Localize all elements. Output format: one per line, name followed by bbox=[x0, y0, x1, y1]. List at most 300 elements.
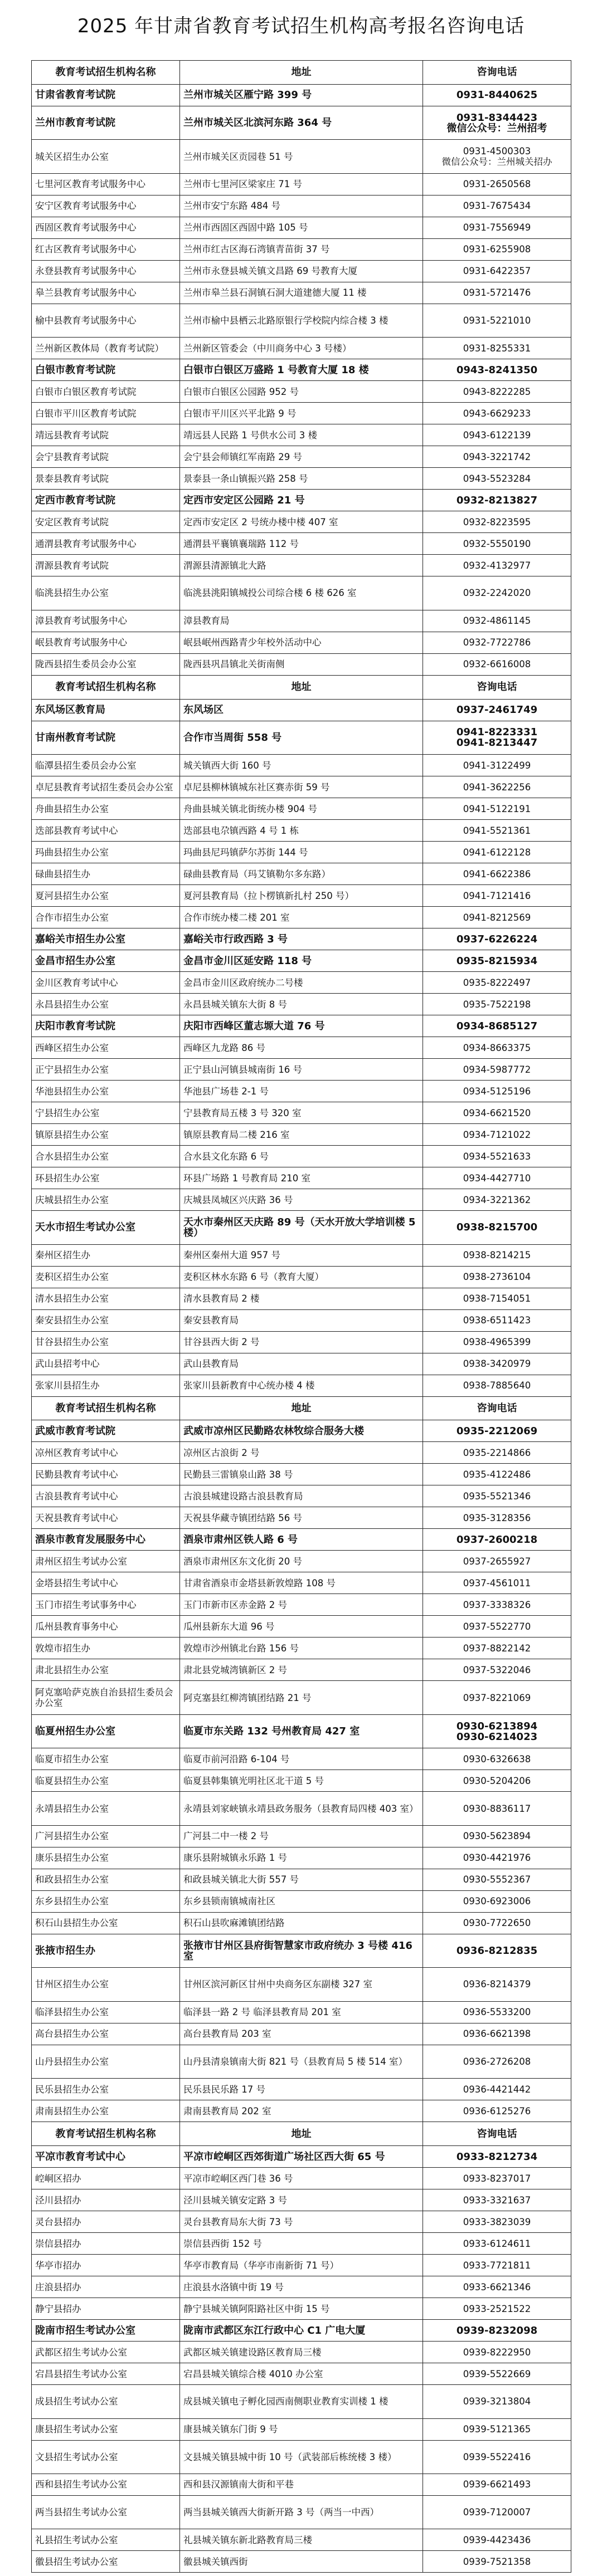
phone-cell: 0935-8222497 bbox=[423, 972, 571, 994]
phone-cell: 0941-3122499 bbox=[423, 755, 571, 776]
institution-name-cell: 成县招生考试办公室 bbox=[32, 2385, 180, 2418]
address-cell: 山丹县清泉镇南大街 821 号（县教育局 5 楼 514 室） bbox=[180, 2045, 423, 2079]
institution-name-cell: 临洮县招生办公室 bbox=[32, 576, 180, 610]
address-cell: 会宁县会师镇红军南路 29 号 bbox=[180, 446, 423, 468]
address-cell: 兰州市西固区西固中路 105 号 bbox=[180, 217, 423, 239]
table-row bbox=[32, 798, 571, 820]
institution-name-cell: 武威市教育考试院 bbox=[32, 1420, 180, 1442]
institution-name-cell: 静宁县招办 bbox=[32, 2298, 180, 2320]
table-row bbox=[32, 2441, 571, 2474]
phone-cell: 0937-2655927 bbox=[423, 1551, 571, 1572]
address-cell: 古浪县城建设路古浪县教育局 bbox=[180, 1485, 423, 1507]
table-row bbox=[32, 1442, 571, 1464]
column-header: 教育考试招生机构名称 bbox=[32, 61, 180, 85]
address-cell: 阿克塞县红柳湾镇团结路 21 号 bbox=[180, 1681, 423, 1714]
address-cell: 陇西县巩昌镇北关街南侧 bbox=[180, 654, 423, 676]
column-header: 教育考试招生机构名称 bbox=[32, 1397, 180, 1421]
phone-cell: 0941-5521361 bbox=[423, 820, 571, 842]
institution-name-cell: 文县招生考试办公室 bbox=[32, 2441, 180, 2474]
institution-name-cell: 渭源县教育考试院 bbox=[32, 555, 180, 576]
address-cell: 通渭县平襄镇襄瑞路 112 号 bbox=[180, 533, 423, 555]
institution-name-cell: 白银市平川区教育考试院 bbox=[32, 403, 180, 424]
table-row bbox=[32, 2529, 571, 2551]
institution-name-cell: 康县招生考试办公室 bbox=[32, 2419, 180, 2441]
phone-cell: 0937-4561011 bbox=[423, 1572, 571, 1594]
phone-cell: 0939-8222950 bbox=[423, 2342, 571, 2363]
address-cell: 卓尼县柳林镇城东社区赛赤街 59 号 bbox=[180, 776, 423, 798]
phone-cell: 0935-4122486 bbox=[423, 1464, 571, 1485]
column-header: 咨询电话 bbox=[423, 1397, 571, 1421]
phone-cell: 0934-8685127 bbox=[423, 1015, 571, 1037]
table-row bbox=[32, 972, 571, 994]
address-cell: 合水县文化东路 6 号 bbox=[180, 1146, 423, 1167]
address-cell: 高台县教育局 203 室 bbox=[180, 2023, 423, 2045]
phone-cell: 0937-8221069 bbox=[423, 1681, 571, 1714]
phone-cell: 0932-8223595 bbox=[423, 511, 571, 533]
phone-cell: 0933-8237017 bbox=[423, 2168, 571, 2189]
phone-cell: 0934-5521633 bbox=[423, 1146, 571, 1167]
address-cell: 兰州市皋兰县石洞镇石洞大道建德大厦 11 楼 bbox=[180, 282, 423, 304]
address-cell: 甘州区滨河新区甘州中央商务区东副楼 327 室 bbox=[180, 1968, 423, 2001]
table-row bbox=[32, 261, 571, 282]
institution-name-cell: 秦州区招生办 bbox=[32, 1245, 180, 1267]
table-row bbox=[32, 2045, 571, 2079]
address-cell: 东乡县锁南镇城南社区 bbox=[180, 1891, 423, 1913]
phone-cell: 0933-3321637 bbox=[423, 2189, 571, 2211]
phone-cell: 0938-2736104 bbox=[423, 1267, 571, 1288]
institution-name-cell: 民勤县教育考试中心 bbox=[32, 1464, 180, 1485]
phone-cell: 0930-6923006 bbox=[423, 1891, 571, 1913]
institution-name-cell: 肃州区招生考试办公室 bbox=[32, 1551, 180, 1572]
address-cell: 合作市当周街 558 号 bbox=[180, 721, 423, 755]
institution-name-cell: 庆城县招生办公室 bbox=[32, 1189, 180, 1211]
address-cell: 康乐县附城镇永乐路 1 号 bbox=[180, 1847, 423, 1869]
phone-cell: 0939-6621493 bbox=[423, 2474, 571, 2496]
table-row bbox=[32, 700, 571, 721]
phone-cell: 0941-6622386 bbox=[423, 863, 571, 885]
table-header-row bbox=[32, 2122, 571, 2146]
phone-cell: 0936-4421442 bbox=[423, 2079, 571, 2100]
institution-name-cell: 舟曲县招生办公室 bbox=[32, 798, 180, 820]
institution-name-cell: 陇西县招生委员会办公室 bbox=[32, 654, 180, 676]
phone-cell: 0943-5523284 bbox=[423, 468, 571, 490]
phone-cell: 0931-2650568 bbox=[423, 174, 571, 195]
table-header-row bbox=[32, 676, 571, 700]
institution-name-cell: 碌曲县招生办 bbox=[32, 863, 180, 885]
phone-cell: 0934-4427710 bbox=[423, 1167, 571, 1189]
address-cell: 广河县二中一楼 2 号 bbox=[180, 1826, 423, 1847]
table-row bbox=[32, 1869, 571, 1891]
address-cell: 宕昌县城关镇综合楼 4010 办公室 bbox=[180, 2363, 423, 2385]
table-row bbox=[32, 2342, 571, 2363]
table-row bbox=[32, 2551, 571, 2573]
address-cell: 白银市白银区公园路 952 号 bbox=[180, 381, 423, 403]
table-row bbox=[32, 195, 571, 217]
phone-cell: 0937-2461749 bbox=[423, 700, 571, 721]
address-cell: 灵台县教育局东大街 73 号 bbox=[180, 2211, 423, 2233]
phone-cell: 0943-6629233 bbox=[423, 403, 571, 424]
column-header: 咨询电话 bbox=[423, 61, 571, 85]
table-row bbox=[32, 820, 571, 842]
table-row bbox=[32, 2385, 571, 2418]
institution-name-cell: 华池县招生办公室 bbox=[32, 1081, 180, 1102]
institution-name-cell: 庆阳市教育考试院 bbox=[32, 1015, 180, 1037]
phone-cell: 0936-6125276 bbox=[423, 2100, 571, 2122]
phone-cell: 0943-6122139 bbox=[423, 424, 571, 446]
phone-cell: 0938-3420979 bbox=[423, 1353, 571, 1375]
table-row bbox=[32, 1891, 571, 1913]
institution-name-cell: 永登县教育考试服务中心 bbox=[32, 261, 180, 282]
address-cell: 兰州新区管委会（中川商务中心 3 号楼） bbox=[180, 338, 423, 359]
address-cell: 临夏市东关路 132 号州教育局 427 室 bbox=[180, 1715, 423, 1748]
phone-cell: 0933-8212734 bbox=[423, 2146, 571, 2168]
column-header: 地址 bbox=[180, 2122, 423, 2146]
institution-name-cell: 清水县招生办公室 bbox=[32, 1288, 180, 1310]
phone-cell: 0934-8663375 bbox=[423, 1037, 571, 1059]
institution-name-cell: 玛曲县招生办公室 bbox=[32, 842, 180, 863]
institution-name-cell: 和政县招生办公室 bbox=[32, 1869, 180, 1891]
phone-cell: 0933-6621346 bbox=[423, 2276, 571, 2298]
address-cell: 崇信县西街 152 号 bbox=[180, 2233, 423, 2255]
institution-name-cell: 甘肃省教育考试院 bbox=[32, 85, 180, 106]
table-row bbox=[32, 1529, 571, 1551]
table-row bbox=[32, 359, 571, 381]
table-row bbox=[32, 1913, 571, 1934]
table-row bbox=[32, 2168, 571, 2189]
institution-name-cell: 平凉市教育考试中心 bbox=[32, 2146, 180, 2168]
table-row bbox=[32, 1189, 571, 1211]
address-cell: 肃北县党城湾镇新区 2 号 bbox=[180, 1659, 423, 1681]
table-row bbox=[32, 1551, 571, 1572]
table-row bbox=[32, 654, 571, 676]
table-row bbox=[32, 1748, 571, 1770]
institution-name-cell: 康乐县招生办公室 bbox=[32, 1847, 180, 1869]
phone-cell: 0943-8222285 bbox=[423, 381, 571, 403]
address-cell: 清水县教育局 2 楼 bbox=[180, 1288, 423, 1310]
address-cell: 华池县广场巷 2-1 号 bbox=[180, 1081, 423, 1102]
table-row bbox=[32, 2079, 571, 2100]
address-cell: 庆阳市西峰区董志塬大道 76 号 bbox=[180, 1015, 423, 1037]
phone-cell: 0935-2212069 bbox=[423, 1420, 571, 1442]
institution-name-cell: 环县招生办公室 bbox=[32, 1167, 180, 1189]
phone-cell: 0938-4965399 bbox=[423, 1332, 571, 1353]
table-row bbox=[32, 842, 571, 863]
table-row bbox=[32, 2496, 571, 2529]
phone-cell: 0933-7721811 bbox=[423, 2255, 571, 2276]
phone-cell: 0934-7121022 bbox=[423, 1124, 571, 1146]
table-row bbox=[32, 2298, 571, 2320]
table-row bbox=[32, 2002, 571, 2023]
table-header-row bbox=[32, 1397, 571, 1421]
institution-name-cell: 泾川县招办 bbox=[32, 2189, 180, 2211]
address-cell: 庆城县凤城区兴庆路 36 号 bbox=[180, 1189, 423, 1211]
table-row bbox=[32, 885, 571, 907]
table-row bbox=[32, 1124, 571, 1146]
table-row bbox=[32, 1659, 571, 1681]
table-row bbox=[32, 950, 571, 972]
phone-cell: 0937-2600218 bbox=[423, 1529, 571, 1551]
institution-name-cell: 卓尼县教育考试招生委员会办公室 bbox=[32, 776, 180, 798]
institution-name-cell: 临泽县招生办公室 bbox=[32, 2002, 180, 2023]
institution-name-cell: 皋兰县教育考试服务中心 bbox=[32, 282, 180, 304]
address-cell: 兰州市永登县城关镇文昌路 69 号教育大厦 bbox=[180, 261, 423, 282]
contact-table bbox=[31, 60, 571, 2573]
address-cell: 白银市白银区万盛路 1 号教育大厦 18 楼 bbox=[180, 359, 423, 381]
phone-cell: 0941-8223331 0941-8213447 bbox=[423, 721, 571, 755]
table-row bbox=[32, 1059, 571, 1081]
phone-cell: 0931-8440625 bbox=[423, 85, 571, 106]
column-header: 咨询电话 bbox=[423, 676, 571, 700]
address-cell: 合作市统办楼二楼 201 室 bbox=[180, 907, 423, 928]
address-cell: 和政县城关镇北大街 557 号 bbox=[180, 1869, 423, 1891]
institution-name-cell: 张家川县招生办 bbox=[32, 1375, 180, 1397]
phone-cell: 0931-8255331 bbox=[423, 338, 571, 359]
phone-cell: 0937-6226224 bbox=[423, 928, 571, 950]
address-cell: 玉门市新市区赤金路 2 号 bbox=[180, 1594, 423, 1616]
address-cell: 天水市秦州区天庆路 89 号（天水开放大学培训楼 5 楼） bbox=[180, 1211, 423, 1244]
institution-name-cell: 甘谷县招生办公室 bbox=[32, 1332, 180, 1353]
address-cell: 金昌市金川区延安路 118 号 bbox=[180, 950, 423, 972]
address-cell: 礼县城关镇东新北路教育局三楼 bbox=[180, 2529, 423, 2551]
phone-cell: 0932-7722786 bbox=[423, 632, 571, 654]
address-cell: 临洮县洮阳镇城投公司综合楼 6 楼 626 室 bbox=[180, 576, 423, 610]
institution-name-cell: 宁县招生办公室 bbox=[32, 1102, 180, 1124]
institution-name-cell: 徽县招生考试办公室 bbox=[32, 2551, 180, 2573]
table-row bbox=[32, 2233, 571, 2255]
table-row bbox=[32, 1507, 571, 1529]
table-row bbox=[32, 2363, 571, 2385]
table-row bbox=[32, 1594, 571, 1616]
table-header-row bbox=[32, 61, 571, 85]
table-row bbox=[32, 85, 571, 106]
table-row bbox=[32, 1638, 571, 1659]
phone-cell: 0936-6621398 bbox=[423, 2023, 571, 2045]
table-row bbox=[32, 928, 571, 950]
address-cell: 民勤县三雷镇泉山路 38 号 bbox=[180, 1464, 423, 1485]
address-cell: 张掖市甘州区县府街智慧家市政府统办 3 号楼 416 室 bbox=[180, 1934, 423, 1968]
address-cell: 临夏县韩集镇光明社区北干道 5 号 bbox=[180, 1770, 423, 1792]
institution-name-cell: 通渭县教育考试服务中心 bbox=[32, 533, 180, 555]
institution-name-cell: 凉州区教育考试中心 bbox=[32, 1442, 180, 1464]
table-row bbox=[32, 1037, 571, 1059]
table-row bbox=[32, 721, 571, 755]
phone-cell: 0939-3213804 bbox=[423, 2385, 571, 2418]
address-cell: 城关镇西大街 160 号 bbox=[180, 755, 423, 776]
table-row bbox=[32, 1715, 571, 1748]
phone-cell: 0931-6255908 bbox=[423, 239, 571, 261]
phone-cell: 0936-8212835 bbox=[423, 1934, 571, 1968]
table-row bbox=[32, 1934, 571, 1968]
table-row bbox=[32, 2023, 571, 2045]
table-row bbox=[32, 1167, 571, 1189]
phone-cell: 0938-8215700 bbox=[423, 1211, 571, 1244]
address-cell: 白银市平川区兴平北路 9 号 bbox=[180, 403, 423, 424]
institution-name-cell: 金塔县招生考试中心 bbox=[32, 1572, 180, 1594]
table-row bbox=[32, 282, 571, 304]
phone-cell: 0932-4861145 bbox=[423, 610, 571, 632]
phone-cell: 0932-4132977 bbox=[423, 555, 571, 576]
institution-name-cell: 高台县招生办公室 bbox=[32, 2023, 180, 2045]
address-cell: 静宁县城关镇阿阳路社区中街 15 号 bbox=[180, 2298, 423, 2320]
phone-cell: 0930-6326638 bbox=[423, 1748, 571, 1770]
institution-name-cell: 东乡县招生办公室 bbox=[32, 1891, 180, 1913]
phone-cell: 0930-5623894 bbox=[423, 1826, 571, 1847]
table-row bbox=[32, 174, 571, 195]
address-cell: 舟曲县城关镇北街统办楼 904 号 bbox=[180, 798, 423, 820]
table-row bbox=[32, 755, 571, 776]
address-cell: 华亭市教育局（华亭市南新街 71 号） bbox=[180, 2255, 423, 2276]
phone-cell: 0930-5552367 bbox=[423, 1869, 571, 1891]
table-row bbox=[32, 1847, 571, 1869]
address-cell: 兰州市红古区海石湾镇青苗街 37 号 bbox=[180, 239, 423, 261]
phone-cell: 0930-5204206 bbox=[423, 1770, 571, 1792]
table-row bbox=[32, 1464, 571, 1485]
address-cell: 西峰区九龙路 86 号 bbox=[180, 1037, 423, 1059]
address-cell: 肃南县教育局 202 室 bbox=[180, 2100, 423, 2122]
institution-name-cell: 华亭市招办 bbox=[32, 2255, 180, 2276]
institution-name-cell: 玉门市招生考试事务中心 bbox=[32, 1594, 180, 1616]
address-cell: 兰州市安宁东路 484 号 bbox=[180, 195, 423, 217]
institution-name-cell: 武都区招生考试办公室 bbox=[32, 2342, 180, 2363]
column-header: 地址 bbox=[180, 1397, 423, 1421]
phone-cell: 0930-8836117 bbox=[423, 1792, 571, 1825]
institution-name-cell: 临潭县招生委员会办公室 bbox=[32, 755, 180, 776]
institution-name-cell: 秦安县招生办公室 bbox=[32, 1310, 180, 1332]
address-cell: 景泰县一条山镇振兴路 258 号 bbox=[180, 468, 423, 490]
institution-name-cell: 临夏县招生办公室 bbox=[32, 1770, 180, 1792]
table-row bbox=[32, 338, 571, 359]
table-row bbox=[32, 1770, 571, 1792]
table-row bbox=[32, 2189, 571, 2211]
address-cell: 敦煌市沙州镇北台路 156 号 bbox=[180, 1638, 423, 1659]
institution-name-cell: 漳县教育考试服务中心 bbox=[32, 610, 180, 632]
phone-cell: 0938-8214215 bbox=[423, 1245, 571, 1267]
institution-name-cell: 夏河县招生办公室 bbox=[32, 885, 180, 907]
page-title: 2025 年甘肃省教育考试招生机构高考报名咨询电话 bbox=[77, 14, 525, 37]
institution-name-cell: 兰州市教育考试院 bbox=[32, 106, 180, 140]
institution-name-cell: 白银市教育考试院 bbox=[32, 359, 180, 381]
table-row bbox=[32, 1826, 571, 1847]
table-row bbox=[32, 1288, 571, 1310]
institution-name-cell: 武山县招考中心 bbox=[32, 1353, 180, 1375]
address-cell: 积石山县吹麻滩镇团结路 bbox=[180, 1913, 423, 1934]
address-cell: 凉州区古浪街 2 号 bbox=[180, 1442, 423, 1464]
phone-cell: 0936-5533200 bbox=[423, 2002, 571, 2023]
phone-cell: 0936-2726208 bbox=[423, 2045, 571, 2079]
address-cell: 渭源县清源镇北大路 bbox=[180, 555, 423, 576]
column-header: 地址 bbox=[180, 61, 423, 85]
table-row bbox=[32, 632, 571, 654]
institution-name-cell: 镇原县招生办公室 bbox=[32, 1124, 180, 1146]
phone-cell: 0933-3823039 bbox=[423, 2211, 571, 2233]
phone-cell: 0931-4500303 微信公众号：兰州城关招办 bbox=[423, 140, 571, 173]
table-row bbox=[32, 863, 571, 885]
address-cell: 陇南市武都区东江行政中心 C1 广电大厦 bbox=[180, 2320, 423, 2342]
phone-cell: 0931-6422357 bbox=[423, 261, 571, 282]
address-cell: 武山县教育局 bbox=[180, 1353, 423, 1375]
institution-name-cell: 东风场区教育局 bbox=[32, 700, 180, 721]
institution-name-cell: 临夏市招生办公室 bbox=[32, 1748, 180, 1770]
phone-cell: 0930-6213894 0930-6214023 bbox=[423, 1715, 571, 1748]
institution-name-cell: 安宁区教育考试服务中心 bbox=[32, 195, 180, 217]
institution-name-cell: 崇信县招办 bbox=[32, 2233, 180, 2255]
table-row bbox=[32, 239, 571, 261]
address-cell: 徽县城关镇西街 bbox=[180, 2551, 423, 2573]
institution-name-cell: 古浪县教育考试中心 bbox=[32, 1485, 180, 1507]
phone-cell: 0935-2214866 bbox=[423, 1442, 571, 1464]
phone-cell: 0939-5522416 bbox=[423, 2441, 571, 2474]
table-row bbox=[32, 2276, 571, 2298]
address-cell: 定西市安定区公园路 21 号 bbox=[180, 490, 423, 511]
table-row bbox=[32, 1968, 571, 2001]
table-row bbox=[32, 1375, 571, 1397]
phone-cell: 0934-5125196 bbox=[423, 1081, 571, 1102]
phone-cell: 0934-6621520 bbox=[423, 1102, 571, 1124]
address-cell: 兰州市七里河区梁家庄 71 号 bbox=[180, 174, 423, 195]
address-cell: 夏河县教育局（拉卜楞镇新扎村 250 号） bbox=[180, 885, 423, 907]
address-cell: 酒泉市肃州区东文化街 20 号 bbox=[180, 1551, 423, 1572]
address-cell: 临泽县一路 2 号 临泽县教育局 201 室 bbox=[180, 2002, 423, 2023]
institution-name-cell: 岷县教育考试服务中心 bbox=[32, 632, 180, 654]
institution-name-cell: 积石山县招生办公室 bbox=[32, 1913, 180, 1934]
address-cell: 武威市凉州区民勤路农林牧综合服务大楼 bbox=[180, 1420, 423, 1442]
table-row bbox=[32, 2100, 571, 2122]
address-cell: 碌曲县教育局（玛艾镇勒尔多东路） bbox=[180, 863, 423, 885]
phone-cell: 0932-5550190 bbox=[423, 533, 571, 555]
table-row bbox=[32, 1267, 571, 1288]
institution-name-cell: 庄浪县招办 bbox=[32, 2276, 180, 2298]
address-cell: 平凉市崆峒区西门巷 36 号 bbox=[180, 2168, 423, 2189]
table-row bbox=[32, 1310, 571, 1332]
table-row bbox=[32, 994, 571, 1015]
address-cell: 文县城关镇县城中街 10 号（武装部后栋统楼 3 楼） bbox=[180, 2441, 423, 2474]
address-cell: 嘉峪关市行政西路 3 号 bbox=[180, 928, 423, 950]
address-cell: 瓜州县新东大道 96 号 bbox=[180, 1616, 423, 1638]
column-header: 咨询电话 bbox=[423, 2122, 571, 2146]
institution-name-cell: 阿克塞哈萨克族自治县招生委员会办公室 bbox=[32, 1681, 180, 1714]
address-cell: 泾川县城关镇安定路 3 号 bbox=[180, 2189, 423, 2211]
institution-name-cell: 迭部县教育考试中心 bbox=[32, 820, 180, 842]
institution-name-cell: 正宁县招生办公室 bbox=[32, 1059, 180, 1081]
table-row bbox=[32, 1015, 571, 1037]
table-row bbox=[32, 1102, 571, 1124]
institution-name-cell: 甘州区招生办公室 bbox=[32, 1968, 180, 2001]
phone-cell: 0930-4421976 bbox=[423, 1847, 571, 1869]
phone-cell: 0941-7121416 bbox=[423, 885, 571, 907]
phone-cell: 0935-8215934 bbox=[423, 950, 571, 972]
institution-name-cell: 陇南市招生考试办公室 bbox=[32, 2320, 180, 2342]
table-row bbox=[32, 1211, 571, 1244]
institution-name-cell: 礼县招生考试办公室 bbox=[32, 2529, 180, 2551]
table-row bbox=[32, 576, 571, 610]
table-row bbox=[32, 1485, 571, 1507]
table-row bbox=[32, 217, 571, 239]
institution-name-cell: 金川区教育考试中心 bbox=[32, 972, 180, 994]
institution-name-cell: 景泰县教育考试院 bbox=[32, 468, 180, 490]
address-cell: 兰州市城关区贡园巷 51 号 bbox=[180, 140, 423, 173]
address-cell: 麦积区林水东路 6 号（教育大厦） bbox=[180, 1267, 423, 1288]
table-row bbox=[32, 2419, 571, 2441]
address-cell: 永靖县刘家峡镇永靖县政务服务（县教育局四楼 403 室） bbox=[180, 1792, 423, 1825]
table-row bbox=[32, 2474, 571, 2496]
table-row bbox=[32, 1572, 571, 1594]
phone-cell: 0941-5122191 bbox=[423, 798, 571, 820]
phone-cell: 0938-6511423 bbox=[423, 1310, 571, 1332]
institution-name-cell: 宕昌县招生考试办公室 bbox=[32, 2363, 180, 2385]
address-cell: 民乐县民乐路 17 号 bbox=[180, 2079, 423, 2100]
phone-cell: 0943-8241350 bbox=[423, 359, 571, 381]
institution-name-cell: 临夏州招生办公室 bbox=[32, 1715, 180, 1748]
